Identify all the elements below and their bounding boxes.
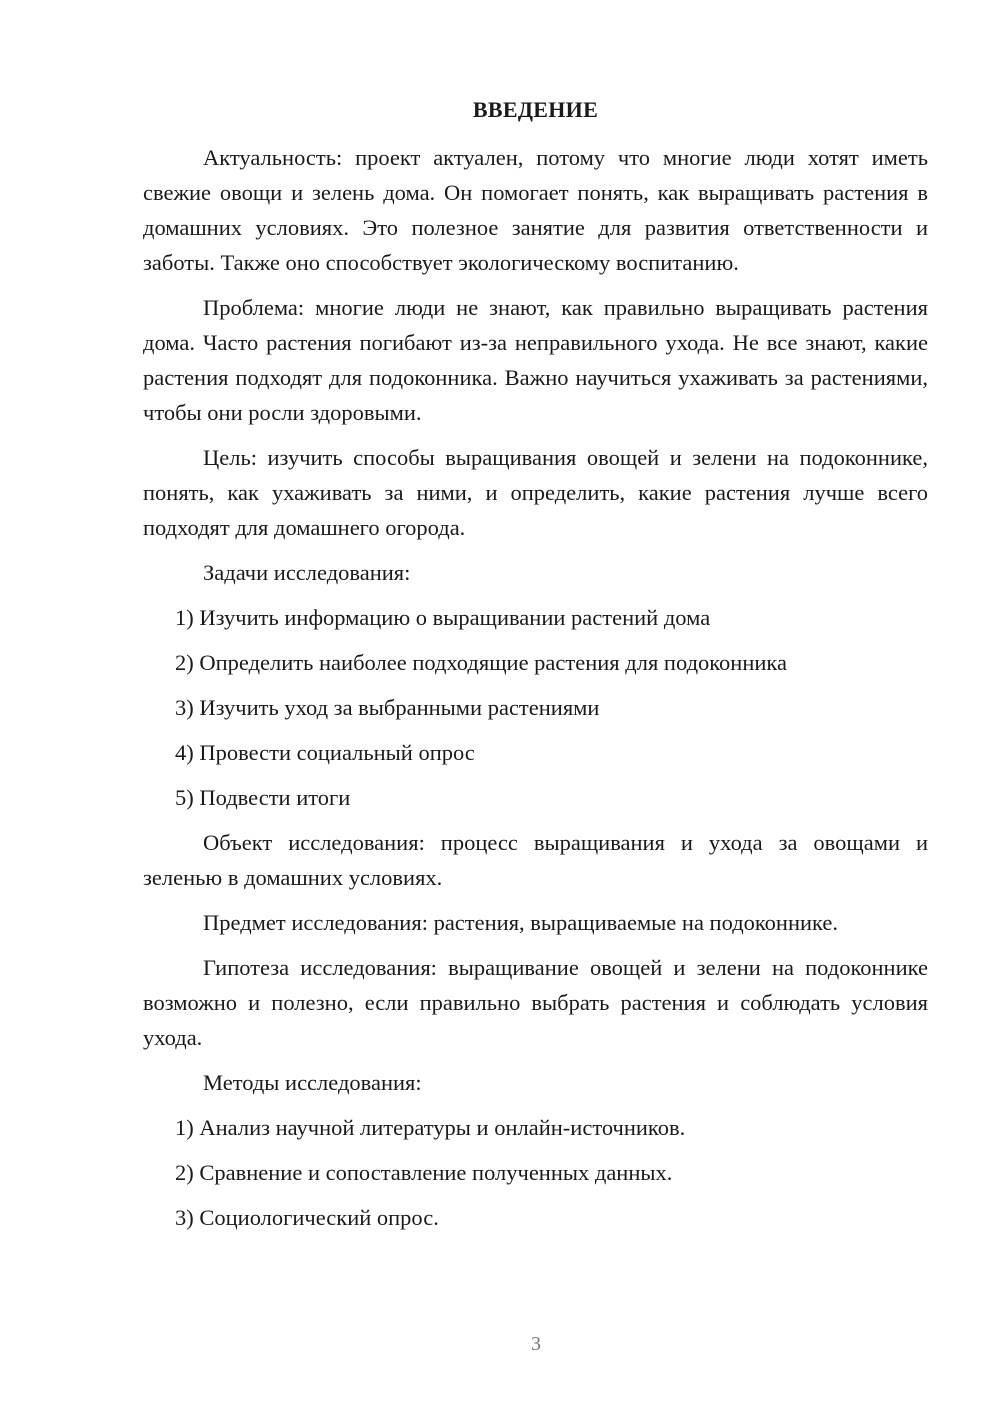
list-item: 3) Изучить уход за выбранными растениями — [175, 695, 600, 720]
object-paragraph: Объект исследования: процесс выращивания и ухода за овощами и зеленью в домашних условиях. — [143, 830, 928, 890]
list-item: 5) Подвести итоги — [175, 785, 351, 810]
list-item: 4) Провести социальный опрос — [175, 740, 475, 765]
page-content — [143, 92, 928, 1245]
tasks-heading: Задачи исследования: — [203, 560, 411, 585]
list-item: 1) Изучить информацию о выращивании растений дома — [175, 605, 711, 630]
list-item: 2) Определить наиболее подходящие растения для подоконника — [175, 650, 788, 675]
subject-paragraph: Предмет исследования: растения, выращиваемые на подоконнике. — [203, 910, 839, 935]
methods-heading: Методы исследования: — [203, 1070, 422, 1095]
goal-paragraph: Цель: изучить способы выращивания овощей и зелени на подоконнике, понять, как ухаживать за ними, и определить, какие растения лучше всего подходят для домашнего огорода. — [143, 445, 928, 540]
methods-list — [143, 1110, 928, 1235]
page-number: 3 — [531, 1333, 541, 1355]
list-item: 1) Анализ научной литературы и онлайн-источников. — [175, 1115, 686, 1140]
problem-paragraph: Проблема: многие люди не знают, как правильно выращивать растения дома. Часто растения погибают из-за неправильного ухода. Не все знают, какие растения подходят для подоконника. Важно научиться ухаживать за растениями, чтобы они росли здоровыми. — [143, 295, 928, 425]
page-title: ВВЕДЕНИЕ — [472, 97, 599, 122]
list-item: 2) Сравнение и сопоставление полученных данных. — [175, 1160, 673, 1185]
hypothesis-paragraph: Гипотеза исследования: выращивание овощей и зелени на подоконнике возможно и полезно, если правильно выбрать растения и соблюдать условия ухода. — [143, 955, 928, 1050]
tasks-list — [143, 600, 928, 815]
relevance-paragraph: Актуальность: проект актуален, потому что многие люди хотят иметь свежие овощи и зелень дома. Он помогает понять, как выращивать растения в домашних условиях. Это полезное занятие для развития ответственности и заботы. Также оно способствует экологическому воспитанию. — [143, 145, 928, 275]
list-item: 3) Социологический опрос. — [175, 1205, 439, 1230]
